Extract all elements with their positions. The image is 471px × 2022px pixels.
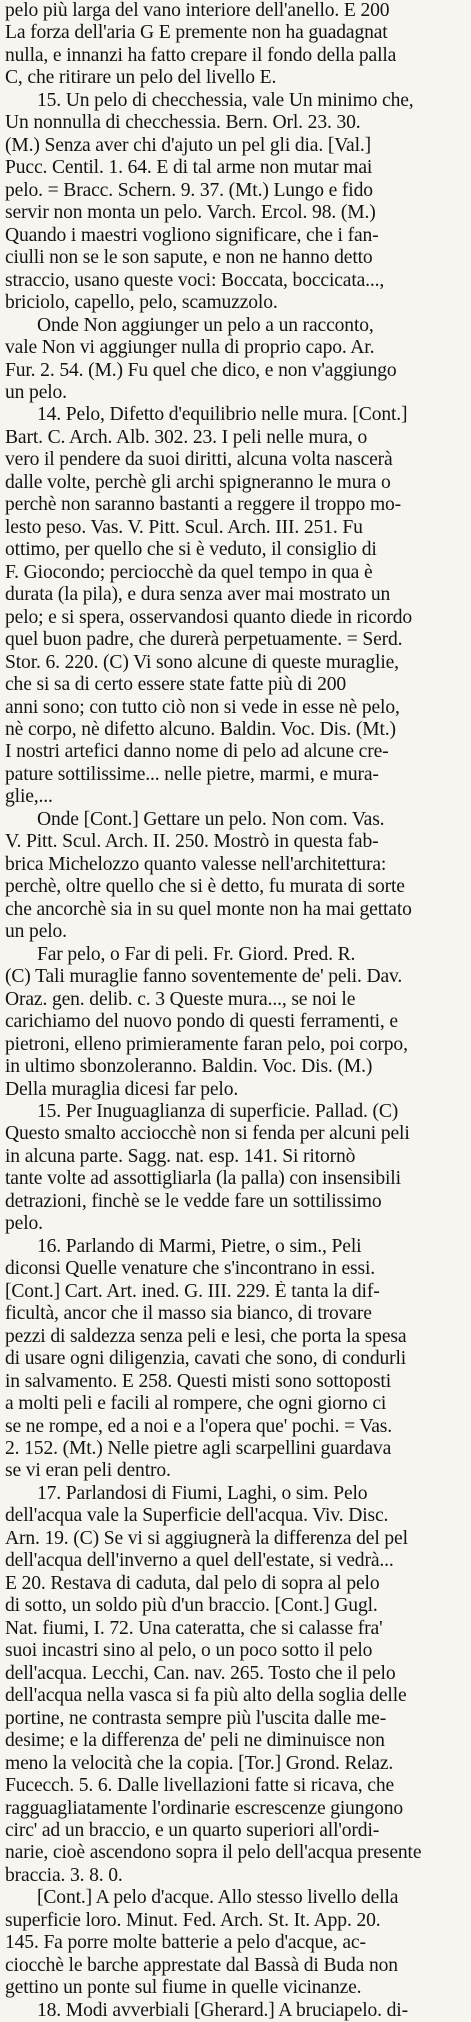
text-line: Un nonnulla di checchessia. Bern. Orl. 23. 30. — [5, 112, 361, 134]
text-line: servir non monta un pelo. Varch. Ercol. 98. (M.) — [5, 202, 376, 224]
text-line: se ne rompe, ed a noi e a l'opera que' pochi. = Vas. — [5, 1415, 393, 1437]
entry-heading-line: Onde Non aggiunger un pelo a un racconto, — [37, 314, 374, 336]
text-line: superficie loro. Minut. Fed. Arch. St. It. App. 20. — [5, 1909, 381, 1931]
text-line: vale Non vi aggiunger nulla di proprio capo. Ar. — [5, 337, 375, 359]
entry-heading-line: Far pelo, o Far di peli. Fr. Giord. Pred. R. — [37, 943, 356, 965]
text-line: ottimo, per quello che si è veduto, il consiglio di — [5, 539, 377, 561]
text-line: braccia. 3. 8. 0. — [5, 1864, 123, 1886]
text-line: in alcuna parte. Sagg. nat. esp. 141. Si ritornò — [5, 1145, 356, 1167]
text-line: brica Michelozzo quanto valesse nell'architettura: — [5, 853, 387, 875]
text-line: nè corpo, nè difetto alcuno. Baldin. Voc. Dis. (Mt.) — [5, 719, 396, 740]
text-line: Questo smalto acciocchè non si fenda per alcuni peli — [5, 1123, 410, 1145]
text-line: che ancorchè sia in su quel monte non ha mai gettato — [5, 898, 412, 920]
text-line: detrazioni, finchè se le vedde fare un sottilissimo — [5, 1190, 382, 1212]
text-line: carichiamo del nuovo pondo di questi ferramenti, e — [5, 1011, 398, 1033]
text-line: pelo più larga del vano interiore dell'anello. E 200 — [5, 0, 390, 21]
entry-heading-line: 17. Parlandosi di Fiumi, Laghi, o sim. Pelo — [37, 1482, 368, 1504]
text-line: vero il pendere da suoi diritti, alcuna volta nascerà — [5, 449, 393, 471]
entry-heading-line: [Cont.] A pelo d'acque. Allo stesso livello della — [37, 1887, 399, 1909]
text-line: [Cont.] Cart. Art. ined. G. III. 229. È tanta la dif- — [5, 1280, 380, 1302]
text-line: Nat. fiumi, I. 72. Una cateratta, che si calasse fra' — [5, 1617, 383, 1639]
text-line: Fucecch. 5. 6. Dalle livellazioni fatte si ricava, che — [5, 1775, 395, 1797]
text-line: gettino un ponte sul fiume in quelle vicinanze. — [5, 1977, 362, 1999]
text-line: 2. 152. (Mt.) Nelle pietre agli scarpellini guardava — [5, 1438, 392, 1459]
text-line: in ultimo sbonzoleranno. Baldin. Voc. Dis. (M.) — [5, 1056, 373, 1078]
text-line: Stor. 6. 220. (C) Vi sono alcune di queste muraglie, — [5, 651, 399, 673]
text-line: in salvamento. E 258. Questi misti sono sottoposti — [5, 1370, 392, 1392]
text-line: di usare ogni diligenzia, cavati che sono, di condurli — [5, 1348, 407, 1370]
text-line: dell'acqua nella vasca si fa più alto della soglia delle — [5, 1685, 407, 1707]
text-line: narie, cioè ascendono sopra il pelo dell'acqua presente — [5, 1842, 422, 1864]
text-line: 145. Fa porre molte batterie a pelo d'acque, ac- — [5, 1932, 366, 1954]
text-line: tante volte ad assottigliarla (la palla) con insensibili — [5, 1168, 401, 1190]
text-line: anni sono; con tutto ciò non si vede in esse nè pelo, — [5, 696, 400, 718]
text-line: pelo. — [5, 1213, 43, 1235]
text-line: se vi eran peli dentro. — [5, 1460, 171, 1482]
text-line: briciolo, capello, pelo, scamuzzolo. — [5, 292, 278, 314]
text-line: di sotto, un soldo più d'un braccio. [Cont.] Gugl. — [5, 1595, 378, 1617]
text-line: (M.) Senza aver chi d'ajuto un pel gli dia. [Val.] — [5, 134, 372, 156]
text-line: durata (la pila), e dura senza aver mai mostrato un — [5, 584, 391, 606]
text-line: C, che ritirare un pelo del livello E. — [5, 67, 277, 89]
entry-heading-line: 15. Un pelo di checchessia, vale Un minimo che, — [37, 89, 414, 111]
text-line: quel buon padre, che durerà perpetuamente. = Serd. — [5, 629, 403, 651]
text-line: (C) Tali muraglie fanno soventemente de' peli. Dav. — [5, 966, 403, 988]
text-line: perchè non saranno bastanti a reggere il troppo mo- — [5, 494, 402, 516]
text-line: dell'acqua. Lecchi, Can. nav. 265. Tosto che il pelo — [5, 1662, 396, 1684]
text-line: pature sottilissime... nelle pietre, marmi, e mura- — [5, 763, 379, 785]
text-line: F. Giocondo; perciocchè da quel tempo in qua è — [5, 561, 373, 583]
text-line: nulla, e innanzi ha fatto crepare il fondo della palla — [5, 44, 397, 66]
text-line: diconsi Quelle venature che s'incontrano in essi. — [5, 1258, 375, 1280]
text-line: un pelo. — [5, 381, 67, 403]
text-line: lesto peso. Vas. V. Pitt. Scul. Arch. III. 251. Fu — [5, 516, 363, 538]
text-line: Quando i maestri vogliono significare, che i fan- — [5, 224, 379, 246]
entry-heading-line: Onde [Cont.] Gettare un pelo. Non com. Vas. — [37, 808, 385, 830]
text-line: pietroni, elleno primieramente faran pelo, poi corpo, — [5, 1033, 408, 1055]
text-line: che si sa di certo essere state fatte più di 200 — [5, 674, 347, 696]
text-line: pezzi di saldezza senza peli e lesi, che porta la spesa — [5, 1325, 407, 1347]
text-line: ficultà, ancor che il masso sia bianco, di trovare — [5, 1303, 372, 1325]
text-line: un pelo. — [5, 921, 67, 943]
text-line: portine, ne contrasta sempre più l'uscita dalle me- — [5, 1707, 387, 1729]
text-line: glie,... — [5, 786, 53, 808]
text-line: Pucc. Centil. 1. 64. E di tal arme non mutar mai — [5, 157, 373, 179]
text-line: ciulli non se le son sapute, e non ne hanno detto — [5, 247, 373, 269]
entry-heading-line: 16. Parlando di Marmi, Pietre, o sim., Peli — [37, 1235, 362, 1257]
text-line: dell'acqua vale la Superficie dell'acqua. Viv. Disc. — [5, 1505, 389, 1527]
text-line: Della muraglia dicesi far pelo. — [5, 1078, 239, 1100]
text-line: a molti peli e facili al rompere, che ogni giorno ci — [5, 1393, 387, 1415]
text-line: Oraz. gen. delib. c. 3 Queste mura..., se noi le — [5, 988, 356, 1010]
entry-heading-line: 14. Pelo, Difetto d'equilibrio nelle mura. [Cont.] — [37, 404, 408, 426]
text-line: straccio, usano queste voci: Boccata, boccicata..., — [5, 269, 385, 291]
text-line: I nostri artefici danno nome di pelo ad alcune cre- — [5, 741, 389, 763]
text-line: dalle volte, perchè gli archi spigneranno le mura o — [5, 471, 391, 493]
text-line: ragguagliatamente l'ordinarie escrescenze giungono — [5, 1797, 404, 1819]
text-line: La forza dell'aria G E premente non ha guadagnat — [5, 22, 388, 44]
text-line: ciocchè le barche apprestate dal Bassà di Buda non — [5, 1954, 398, 1976]
text-line: Fur. 2. 54. (M.) Fu quel che dico, e non v'aggiungo — [5, 359, 397, 381]
text-line: Bart. C. Arch. Alb. 302. 23. I peli nelle mura, o — [5, 426, 368, 448]
text-line: Arn. 19. (C) Se vi si aggiugnerà la differenza del pel — [5, 1527, 408, 1549]
text-line: meno la velocità che la copia. [Tor.] Grond. Relaz. — [5, 1752, 394, 1774]
text-line: pelo; e si spera, osservandosi quanto diede in ricordo — [5, 606, 413, 628]
text-line: desime; e la differenza de' peli ne diminuisce non — [5, 1730, 385, 1752]
text-line: suoi incastri sino al pelo, o un poco sotto il pelo — [5, 1640, 373, 1662]
text-line: circ' ad un braccio, e un quarto superiori all'ordi- — [5, 1819, 380, 1841]
text-line: V. Pitt. Scul. Arch. II. 250. Mostrò in questa fab- — [5, 831, 379, 853]
entry-heading-line: 18. Modi avverbiali [Gherard.] A bruciapelo. di- — [37, 1999, 408, 2021]
text-line: pelo. = Bracc. Schern. 9. 37. (Mt.) Lungo e fido — [5, 179, 373, 201]
text-line: perchè, oltre quello che si è detto, fu murata di sorte — [5, 876, 405, 898]
text-line: E 20. Restava di caduta, dal pelo di sopra al pelo — [5, 1572, 380, 1594]
text-line: dell'acqua dell'inverno a quel dell'estate, si vedrà... — [5, 1550, 394, 1572]
entry-heading-line: 15. Per Inuguaglianza di superficie. Pallad. (C) — [37, 1100, 399, 1122]
